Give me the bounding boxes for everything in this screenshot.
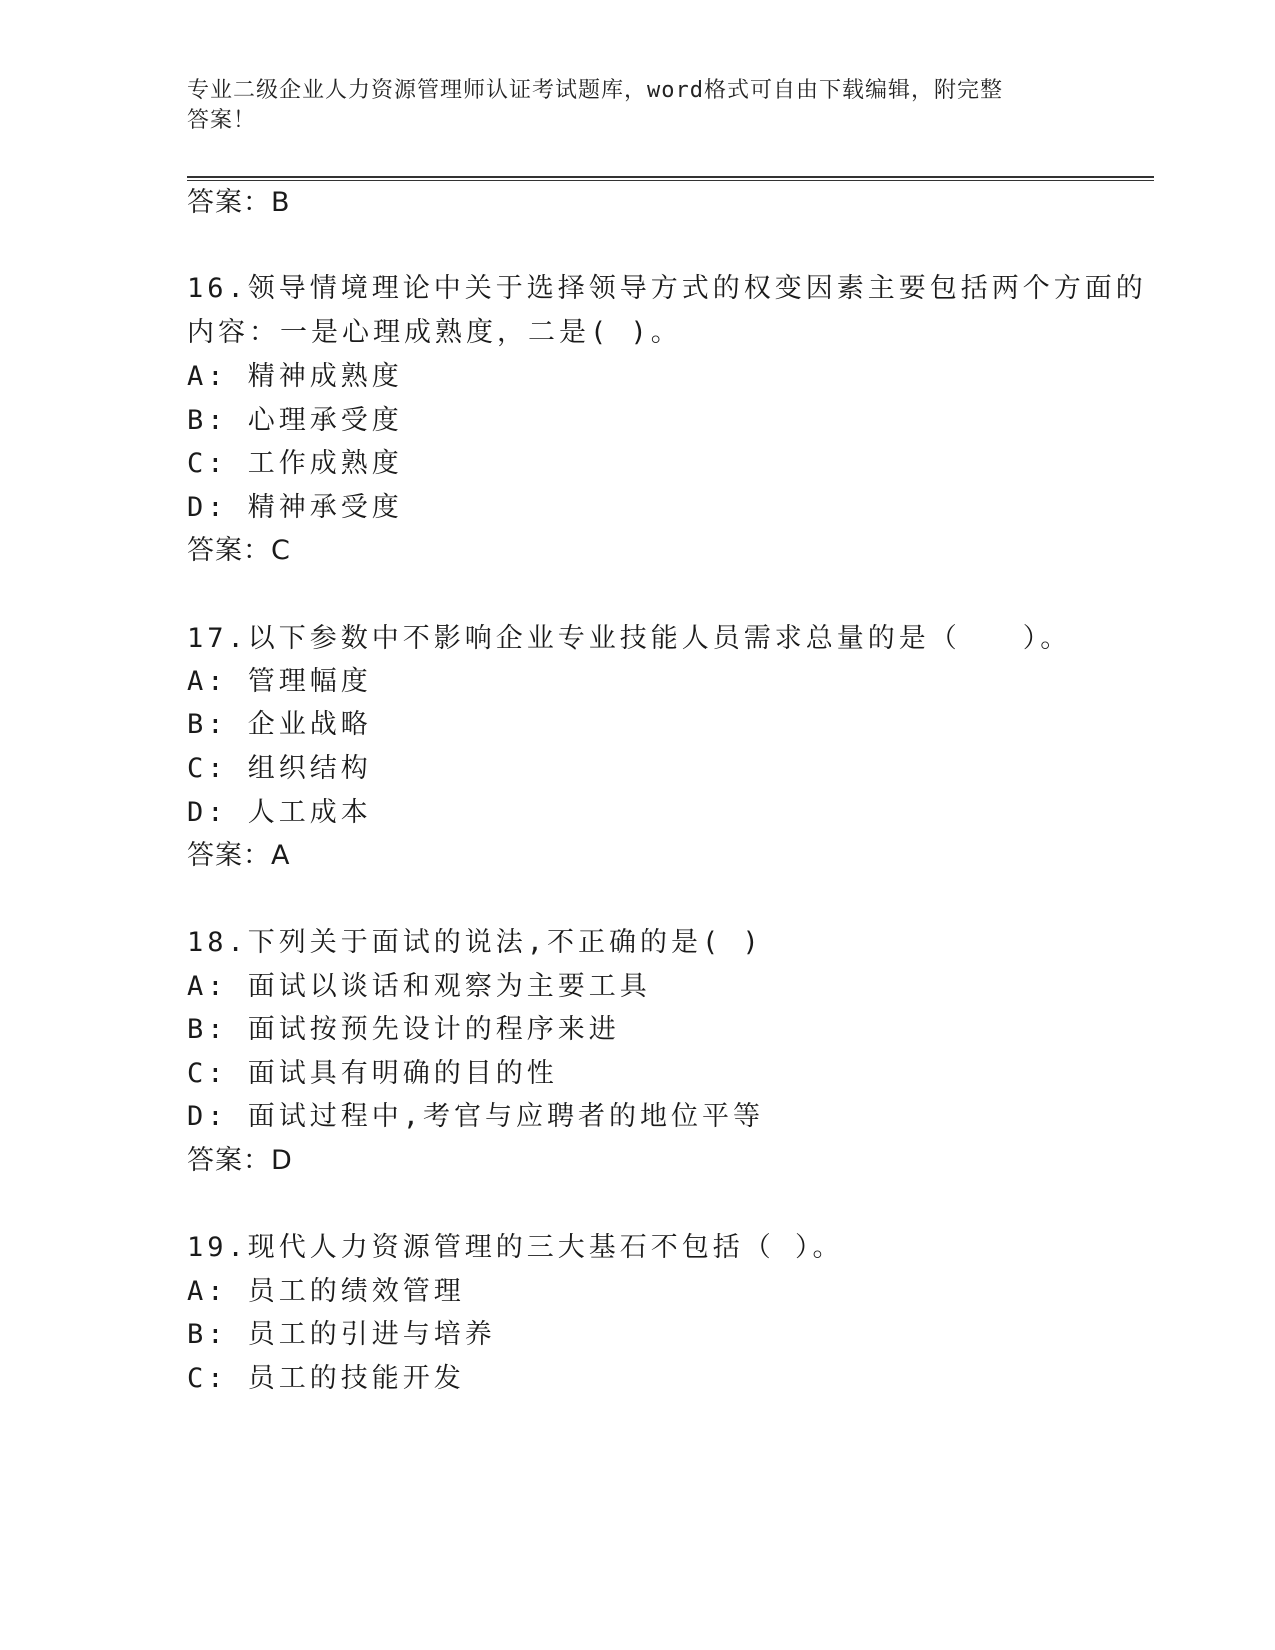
question-16-option-c: C: 工作成熟度 xyxy=(187,448,403,479)
question-18-option-c: C: 面试具有明确的目的性 xyxy=(187,1058,558,1089)
question-16-stem-line-2: 内容：一是心理成熟度，二是( )。 xyxy=(187,317,682,348)
question-17-option-d: D: 人工成本 xyxy=(187,797,372,828)
question-19-option-b: B: 员工的引进与培养 xyxy=(187,1319,496,1350)
question-18-option-d: D: 面试过程中,考官与应聘者的地位平等 xyxy=(187,1101,765,1132)
question-17-answer: 答案：A xyxy=(187,840,291,871)
question-17-stem: 17.以下参数中不影响企业专业技能人员需求总量的是（ ）。 xyxy=(187,623,1072,654)
question-18-option-b: B: 面试按预先设计的程序来进 xyxy=(187,1014,620,1045)
question-16-option-d: D: 精神承受度 xyxy=(187,492,403,523)
page-header xyxy=(187,76,1067,136)
question-18-option-a: A: 面试以谈话和观察为主要工具 xyxy=(187,971,651,1002)
question-18-stem: 18.下列关于面试的说法,不正确的是( ) xyxy=(187,927,763,958)
previous-answer: 答案：B xyxy=(187,187,291,218)
question-17-option-a: A: 管理幅度 xyxy=(187,666,372,697)
question-16-answer: 答案：C xyxy=(187,535,291,566)
question-16-option-b: B: 心理承受度 xyxy=(187,405,403,436)
question-19-stem: 19.现代人力资源管理的三大基石不包括（ ）。 xyxy=(187,1232,844,1263)
question-16-stem-line-1: 16.领导情境理论中关于选择领导方式的权变因素主要包括两个方面的 xyxy=(187,273,1147,304)
header-divider xyxy=(187,176,1154,181)
question-17-option-b: B: 企业战略 xyxy=(187,709,372,740)
question-19-option-a: A: 员工的绩效管理 xyxy=(187,1276,465,1307)
question-17-option-c: C: 组织结构 xyxy=(187,753,372,784)
question-16-option-a: A: 精神成熟度 xyxy=(187,361,403,392)
header-line-2: 答案！ xyxy=(187,108,257,133)
question-18-answer: 答案：D xyxy=(187,1145,293,1176)
header-line-1: 专业二级企业人力资源管理师认证考试题库，word格式可自由下载编辑，附完整 xyxy=(187,78,1003,103)
question-19-option-c: C: 员工的技能开发 xyxy=(187,1363,465,1394)
